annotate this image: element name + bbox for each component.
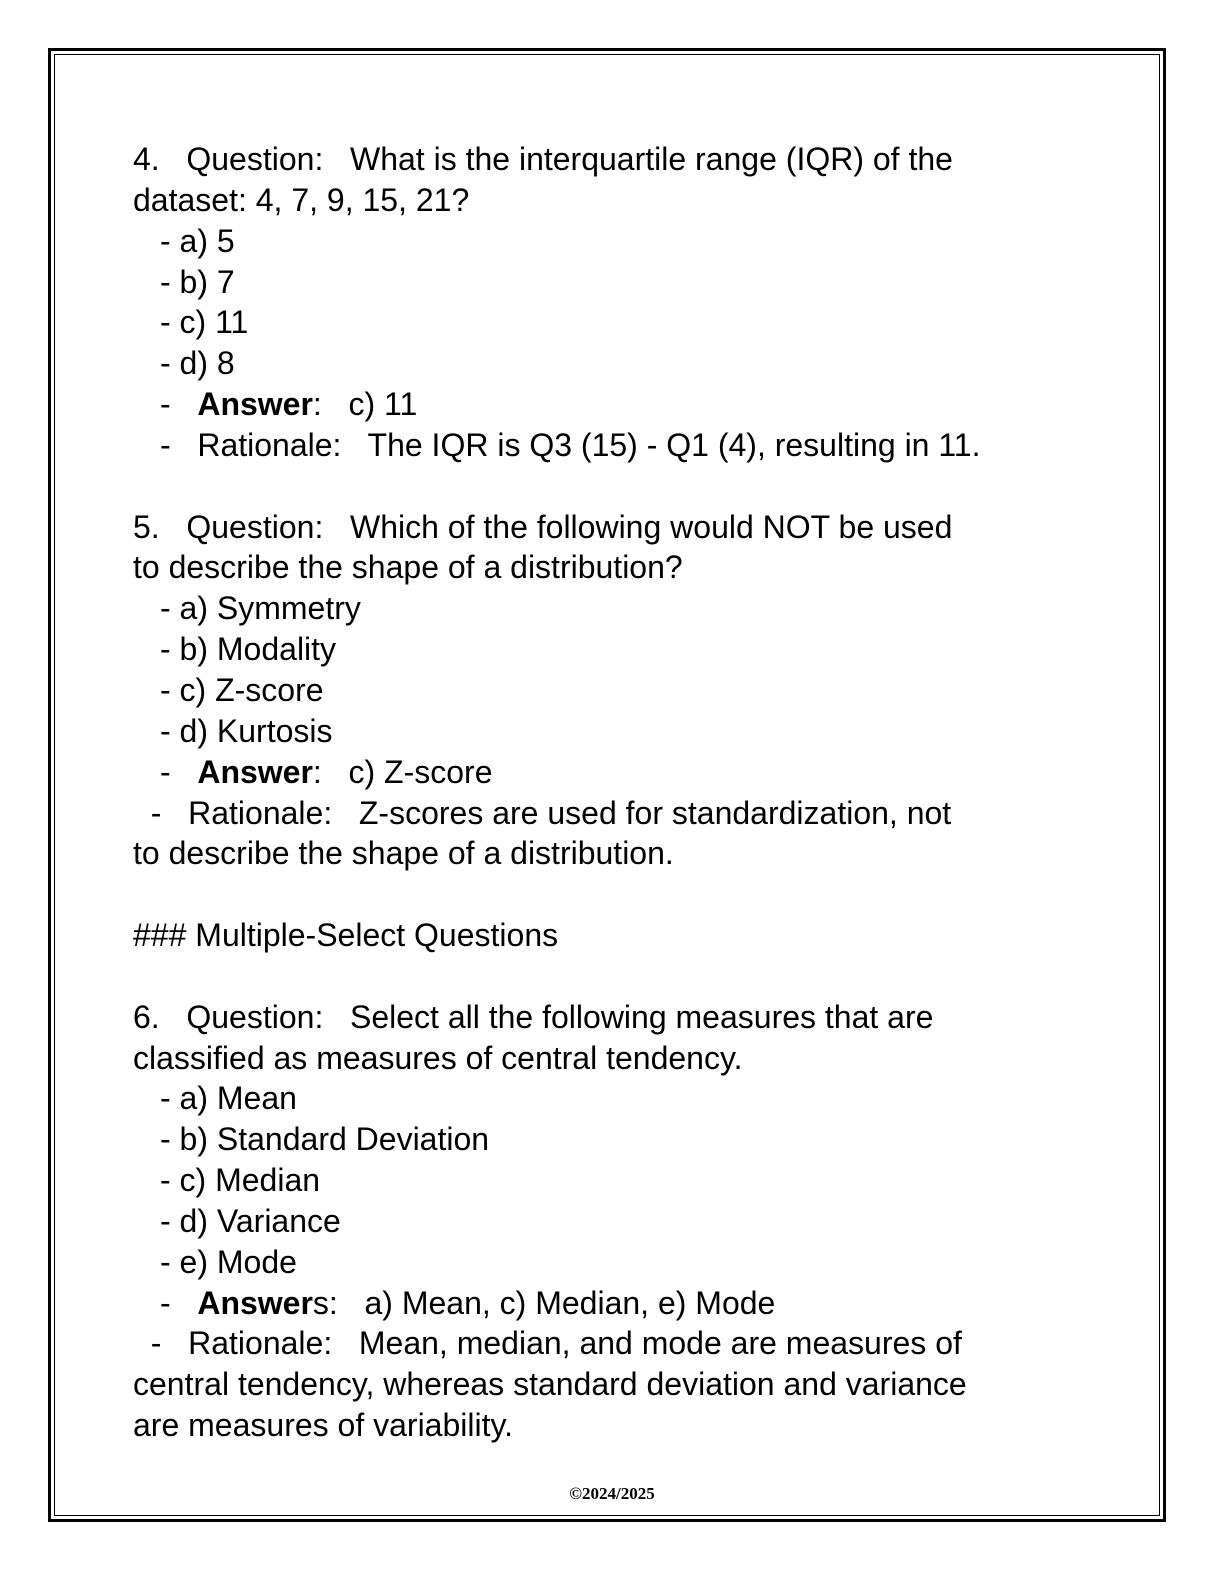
answer-label: Answer (197, 1284, 313, 1321)
question-6 (133, 997, 1133, 1446)
option: - d) Kurtosis (160, 712, 333, 749)
option: - a) Mean (160, 1080, 297, 1117)
rationale: to describe the shape of a distribution. (133, 835, 674, 872)
answer-label: Answer (197, 386, 313, 423)
section-heading: ### Multiple-Select Questions (133, 917, 559, 954)
question-text: 5. Question: Which of the following would NOT be used (133, 508, 953, 545)
rationale: central tendency, whereas standard deviation and variance (133, 1366, 967, 1403)
option: - c) Z-score (160, 671, 324, 708)
option: - a) Symmetry (160, 590, 361, 627)
option: - c) Median (160, 1162, 321, 1199)
rationale: - Rationale: Z-scores are used for standardization, not (133, 794, 952, 831)
rationale: - Rationale: The IQR is Q3 (15) - Q1 (4), resulting in 11. (160, 426, 981, 463)
option: - b) 7 (160, 263, 235, 300)
option: - d) Variance (160, 1202, 341, 1239)
answer-text: : c) 11 (312, 386, 418, 423)
blank-line (133, 956, 1133, 997)
option: - b) Modality (160, 631, 337, 668)
rationale: are measures of variability. (133, 1407, 513, 1444)
document-content (133, 139, 1133, 1446)
rationale: - Rationale: Mean, median, and mode are measures of (133, 1325, 962, 1362)
answer-dash: - (160, 386, 198, 423)
answer-dash: - (160, 753, 198, 790)
option: - b) Standard Deviation (160, 1121, 490, 1158)
option: - a) 5 (160, 222, 235, 259)
answer-text: : c) Z-score (312, 753, 493, 790)
question-text: dataset: 4, 7, 9, 15, 21? (133, 181, 470, 218)
answer-text: s: a) Mean, c) Median, e) Mode (312, 1284, 776, 1321)
blank-line (133, 466, 1133, 507)
blank-line (133, 874, 1133, 915)
question-text: 4. Question: What is the interquartile range (IQR) of the (133, 141, 953, 177)
option: - c) 11 (160, 304, 249, 341)
question-text: 6. Question: Select all the following measures that are (133, 998, 934, 1035)
option: - d) 8 (160, 345, 235, 382)
answer-line (133, 752, 1133, 793)
question-4 (133, 139, 1133, 466)
question-text: classified as measures of central tendency. (133, 1039, 743, 1076)
option: - e) Mode (160, 1243, 297, 1280)
answer-dash: - (160, 1284, 198, 1321)
question-text: to describe the shape of a distribution? (133, 549, 683, 586)
answer-line (133, 1283, 1133, 1324)
answer-line (133, 384, 1133, 425)
question-5 (133, 507, 1133, 875)
copyright-footer: ©2024/2025 (569, 1484, 655, 1503)
answer-label: Answer (197, 753, 313, 790)
